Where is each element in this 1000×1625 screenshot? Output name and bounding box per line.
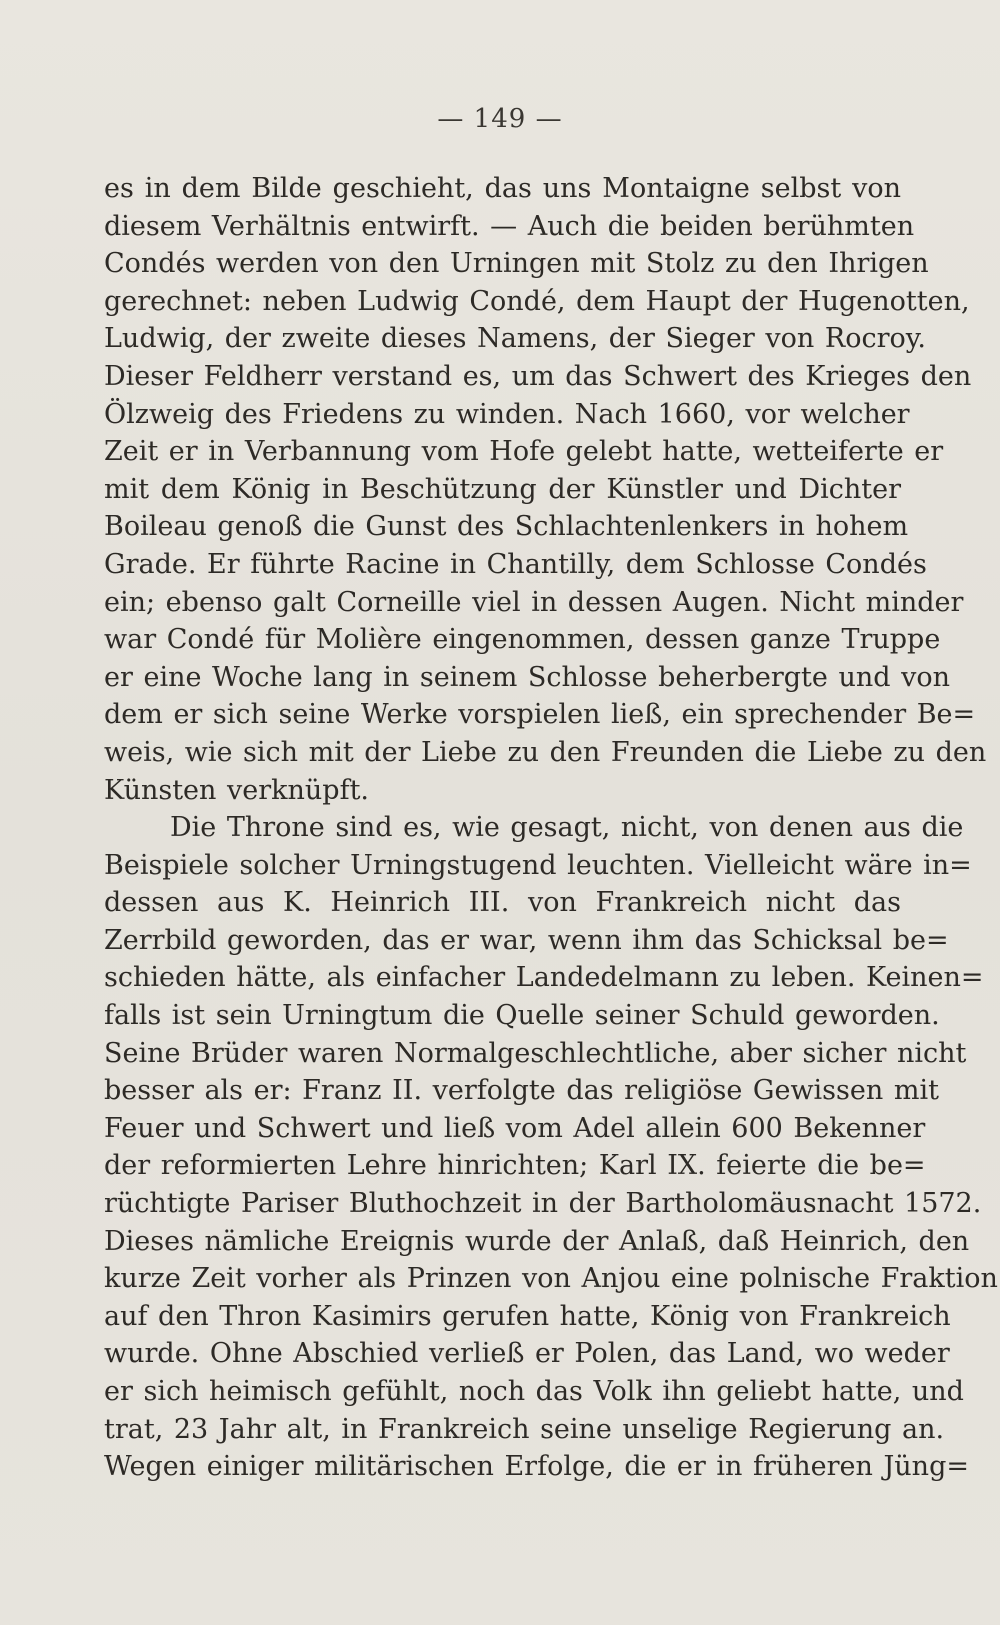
text-line: weis, wie sich mit der Liebe zu den Freunden die Liebe zu den xyxy=(104,736,987,768)
text-line: Boileau genoß die Gunst des Schlachtenlenkers in hohem xyxy=(104,511,909,543)
text-line: der reformierten Lehre hinrichten; Karl IX. feierte die be= xyxy=(104,1150,926,1182)
text-line: er eine Woche lang in seinem Schlosse beherbergte und von xyxy=(104,661,951,693)
text-line: rüchtigte Pariser Bluthochzeit in der Bartholomäusnacht 1572. xyxy=(104,1188,982,1220)
text-line: Künsten verknüpft. xyxy=(104,774,369,806)
text-line: Dieser Feldherr verstand es, um das Schwert des Krieges den xyxy=(104,360,972,392)
text-line: Die Throne sind es, wie gesagt, nicht, von denen aus die xyxy=(170,812,964,844)
text-line: wurde. Ohne Abschied verließ er Polen, das Land, wo weder xyxy=(104,1338,950,1370)
text-line: er sich heimisch gefühlt, noch das Volk ihn geliebt hatte, und xyxy=(104,1376,964,1407)
text-line: Grade. Er führte Racine in Chantilly, dem Schlosse Condés xyxy=(104,548,927,580)
text-line: auf den Thron Kasimirs gerufen hatte, König von Frankreich xyxy=(104,1300,951,1332)
text-line: Seine Brüder waren Normalgeschlechtliche, aber sicher nicht xyxy=(104,1037,967,1069)
text-line: diesem Verhältnis entwirft. — Auch die beiden berühmten xyxy=(104,210,915,242)
text-line: besser als er: Franz II. verfolgte das religiöse Gewissen mit xyxy=(104,1075,939,1107)
page-number: — 149 — xyxy=(437,104,563,134)
text-line: war Condé für Molière eingenommen, dessen ganze Truppe xyxy=(104,624,941,656)
text-line: kurze Zeit vorher als Prinzen von Anjou eine polnische Fraktion xyxy=(104,1263,998,1295)
text-line: Zeit er in Verbannung vom Hofe gelebt hatte, wetteiferte er xyxy=(104,436,944,468)
text-line: trat, 23 Jahr alt, in Frankreich seine unselige Regierung an. xyxy=(104,1413,945,1445)
text-line: Ölzweig des Friedens zu winden. Nach 1660, vor welcher xyxy=(104,398,910,430)
text-line: dem er sich seine Werke vorspielen ließ, ein sprechender Be= xyxy=(104,699,976,731)
body-text xyxy=(104,170,998,1486)
text-line: Condés werden von den Urningen mit Stolz zu den Ihrigen xyxy=(104,248,929,280)
text-line: dessen aus K. Heinrich III. von Frankreich nicht das xyxy=(104,887,901,919)
text-line: ein; ebenso galt Corneille viel in dessen Augen. Nicht minder xyxy=(104,586,964,618)
text-line: Wegen einiger militärischen Erfolge, die er in früheren Jüng= xyxy=(104,1451,969,1483)
text-line: mit dem König in Beschützung der Künstler und Dichter xyxy=(104,473,901,505)
text-line: gerechnet: neben Ludwig Condé, dem Haupt der Hugenotten, xyxy=(104,285,970,317)
text-line: Beispiele solcher Urningstugend leuchten. Vielleicht wäre in= xyxy=(104,849,972,881)
text-line: Ludwig, der zweite dieses Namens, der Sieger von Rocroy. xyxy=(104,323,927,355)
text-line: es in dem Bilde geschieht, das uns Montaigne selbst von xyxy=(104,173,901,204)
text-line: Dieses nämliche Ereignis wurde der Anlaß, daß Heinrich, den xyxy=(104,1225,970,1257)
text-line: Feuer und Schwert und ließ vom Adel allein 600 Bekenner xyxy=(104,1112,926,1144)
text-line: falls ist sein Urningtum die Quelle seiner Schuld geworden. xyxy=(104,1000,940,1032)
text-line: schieden hätte, als einfacher Landedelmann zu leben. Keinen= xyxy=(104,962,984,994)
text-line: Zerrbild geworden, das er war, wenn ihm das Schicksal be= xyxy=(104,924,949,956)
